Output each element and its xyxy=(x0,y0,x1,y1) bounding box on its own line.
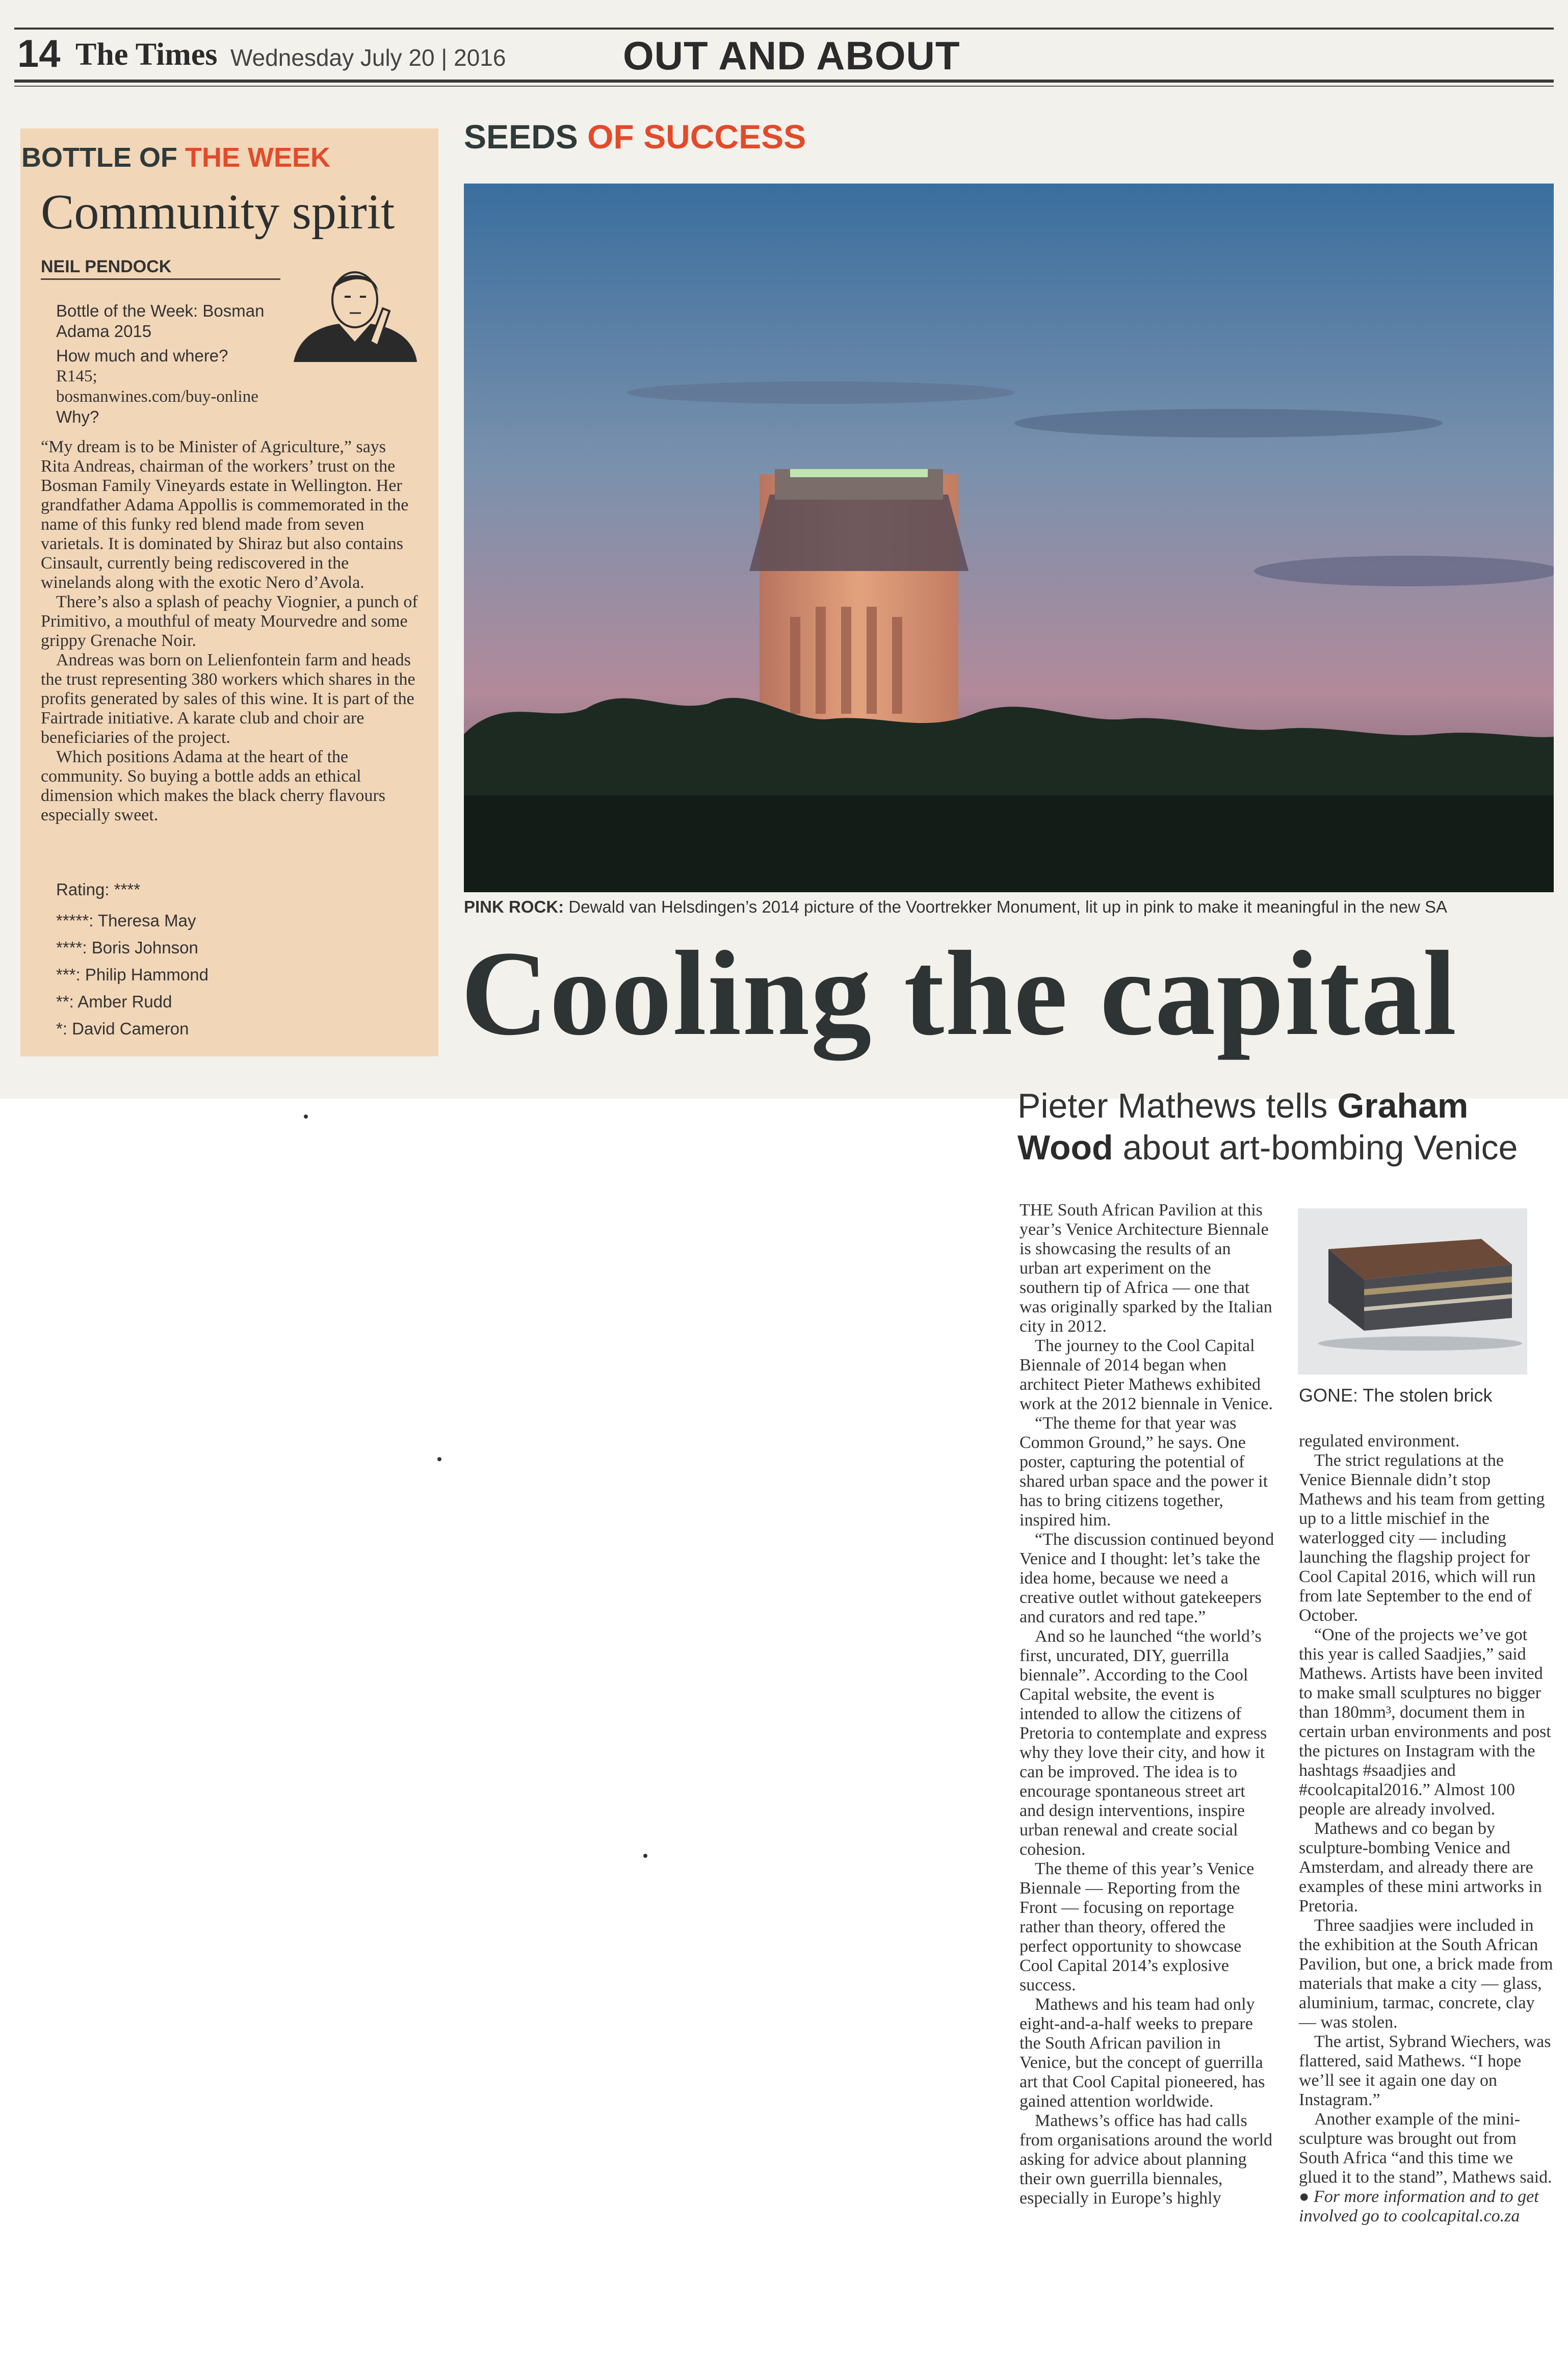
article-column-1 xyxy=(1020,1201,1274,2208)
bottle-details xyxy=(41,301,419,427)
rating-box xyxy=(41,879,419,1042)
sidebar-paragraph: There’s also a splash of peachy Viognier, a punch of Primitivo, a mouthful of meaty Mourvedre and some grippy Grenache Noir. xyxy=(41,592,418,650)
article-paragraph: The theme of this year’s Venice Biennale — Reporting from the Front — focusing on reportage rather than theory, offered the perfect opportunity to showcase Cool Capital 2014’s explosive success. xyxy=(1020,1859,1255,1995)
sidebar-kicker xyxy=(21,142,330,173)
article-column-2 xyxy=(1299,1432,1554,2226)
masthead: The Times xyxy=(75,37,218,72)
rating-label: Rating: **** xyxy=(56,880,141,899)
article-paragraph: And so he launched “the world’s first, uncurated, DIY, guerrilla biennale”. According to the Cool Capital website, the event is intended to allow the citizens of Pretoria to contemplate and express why they love their city, and how it can be improved. The idea is to encourage spontaneous street art and design interventions, inspire urban renewal and create social cohesion. xyxy=(1020,1627,1267,1859)
standfirst xyxy=(1017,1085,1558,1169)
article-paragraph: Mathews’s office has had calls from organisations around the world asking for advice about planning their own guerrilla biennales, especially in Europe’s highly xyxy=(1020,2111,1273,2208)
price: R145; xyxy=(56,367,97,385)
article-paragraph: The journey to the Cool Capital Biennale of 2014 began when architect Pieter Mathews exhibited work at the 2012 biennale in Venice. xyxy=(1020,1336,1273,1413)
author-name: Graham Wood xyxy=(1017,1086,1469,1167)
article-paragraph: THE South African Pavilion at this year’s Venice Architecture Biennale is showcasing the results of an urban art experiment on the southern tip of Africa — one that was originally sparked by the Italian city in 2012. xyxy=(1020,1201,1272,1336)
byline-rule xyxy=(41,278,280,280)
rating-scale-3: ***: Philip Hammond xyxy=(56,965,208,984)
bottle-name-line2: Adama 2015 xyxy=(56,322,152,341)
rating-scale-5: *****: Theresa May xyxy=(56,911,196,930)
voortrekker-monument-photo xyxy=(464,184,1554,892)
article-paragraph: The strict regulations at the Venice Biennale didn’t stop Mathews and his team from getting up to a little mischief in the waterlogged city — including launching the flagship project for Cool Capital 2016, which will run from late September to the end of October. xyxy=(1299,1451,1545,1625)
bottle-name-line1: Bottle of the Week: Bosman xyxy=(56,301,265,320)
article-paragraph: Mathews and his team had only eight-and-a-half weeks to prepare the South African pavilion in Venice, but the concept of guerrilla art that Cool Capital pioneered, has gained attention worldwide. xyxy=(1020,1995,1265,2111)
caption-text: Dewald van Helsdingen’s 2014 picture of the Voortrekker Monument, lit up in pink to make it meaningful in the new SA xyxy=(568,897,1448,916)
page-number: 14 xyxy=(17,32,61,75)
speck xyxy=(437,1457,441,1461)
standfirst-part2: about art-bombing Venice xyxy=(1122,1128,1518,1167)
kicker-part2: THE WEEK xyxy=(185,142,330,173)
sidebar-article-body xyxy=(41,437,419,825)
kicker-part1: SEEDS xyxy=(464,118,578,156)
sidebar-paragraph: “My dream is to be Minister of Agriculture,” says Rita Andreas, chairman of the workers’ trust on the Bosman Family Vineyards estate in Wellington. Her grandfather Adama Appollis is commemorated in the name of this funky red blend made from seven varietals. It is dominated by Shiraz but also contains Cinsault, currently being rediscovered in the winelands along with the exotic Nero d’Avola. xyxy=(41,437,409,592)
standfirst-part1: Pieter Mathews tells xyxy=(1017,1086,1328,1125)
endnote xyxy=(1299,2187,1554,2226)
article-paragraph: regulated environment. xyxy=(1299,1432,1460,1451)
article-paragraph: Three saadjies were included in the exhibition at the South African Pavilion, but one, a brick made from materials that make a city — glass, aluminium, tarmac, concrete, clay — was stolen. xyxy=(1299,1916,1553,2032)
bullet-icon: ● xyxy=(1299,2187,1310,2206)
photo-caption xyxy=(464,897,1554,917)
issue-date: Wednesday July 20 | 2016 xyxy=(230,44,506,71)
article-paragraph: Another example of the mini-sculpture was brought out from South Africa “and this time we glued it to the stand”, Mathews said. xyxy=(1299,2110,1552,2187)
kicker-part2: OF SUCCESS xyxy=(587,118,806,156)
folio-rule-bottom xyxy=(14,80,1554,83)
inset-caption: GONE: The stolen brick xyxy=(1299,1385,1493,1406)
folio-rule-bottom-thin xyxy=(14,86,1554,87)
feature-headline: Cooling the capital xyxy=(461,926,1458,1060)
buy-url: bosmanwines.com/buy-online xyxy=(56,387,258,406)
why-label: Why? xyxy=(56,407,99,426)
speck xyxy=(643,1854,647,1858)
sidebar-paragraph: Andreas was born on Lelienfontein farm and heads the trust representing 380 workers which shares in the profits generated by sales of this wine. It is part of the Fairtrade initiative. A karate club and choir are beneficiaries of the project. xyxy=(41,651,415,747)
folio-rule-top xyxy=(14,28,1554,30)
speck xyxy=(304,1115,308,1119)
article-paragraph: “One of the projects we’ve got this year is called Saadjies,” said Mathews. Artists have been invited to make small sculptures no bigger than 180mm³, document them in certain urban environments and post the pictures on Instagram with the hashtags #saadjies and #coolcapital2016.” Almost 100 people are already involved. xyxy=(1299,1625,1551,1819)
caption-lead: PINK ROCK: xyxy=(464,897,564,916)
sidebar-paragraph: Which positions Adama at the heart of the community. So buying a bottle adds an ethical dimension which makes the black cherry flavours especially sweet. xyxy=(41,747,386,824)
sidebar-headline: Community spirit xyxy=(41,185,395,240)
article-paragraph: Mathews and co began by sculpture-bombing Venice and Amsterdam, and already there are examples of these mini artworks in Pretoria. xyxy=(1299,1819,1542,1915)
rating-scale-2: **: Amber Rudd xyxy=(56,992,172,1011)
endnote-text: For more information and to get involved go to coolcapital.co.za xyxy=(1299,2187,1539,2225)
byline: NEIL PENDOCK xyxy=(41,257,172,276)
rating-scale-1: *: David Cameron xyxy=(56,1019,189,1038)
article-paragraph: “The theme for that year was Common Ground,” he says. One poster, capturing the potential of shared urban space and the power it has to bring citizens together, inspired him. xyxy=(1020,1414,1268,1530)
section-title: OUT AND ABOUT xyxy=(623,33,960,78)
how-much-label: How much and where? xyxy=(56,346,228,365)
feature-kicker xyxy=(464,117,806,156)
kicker-part1: BOTTLE OF xyxy=(21,142,177,173)
article-paragraph: “The discussion continued beyond Venice and I thought: let’s take the idea home, because we need a creative outlet without gatekeepers and curators and red tape.” xyxy=(1020,1530,1274,1626)
rating-scale-4: ****: Boris Johnson xyxy=(56,938,198,957)
article-paragraph: The artist, Sybrand Wiechers, was flattered, said Mathews. “I hope we’ll see it again one day on Instagram.” xyxy=(1299,2032,1551,2109)
stolen-brick-photo xyxy=(1298,1208,1527,1375)
